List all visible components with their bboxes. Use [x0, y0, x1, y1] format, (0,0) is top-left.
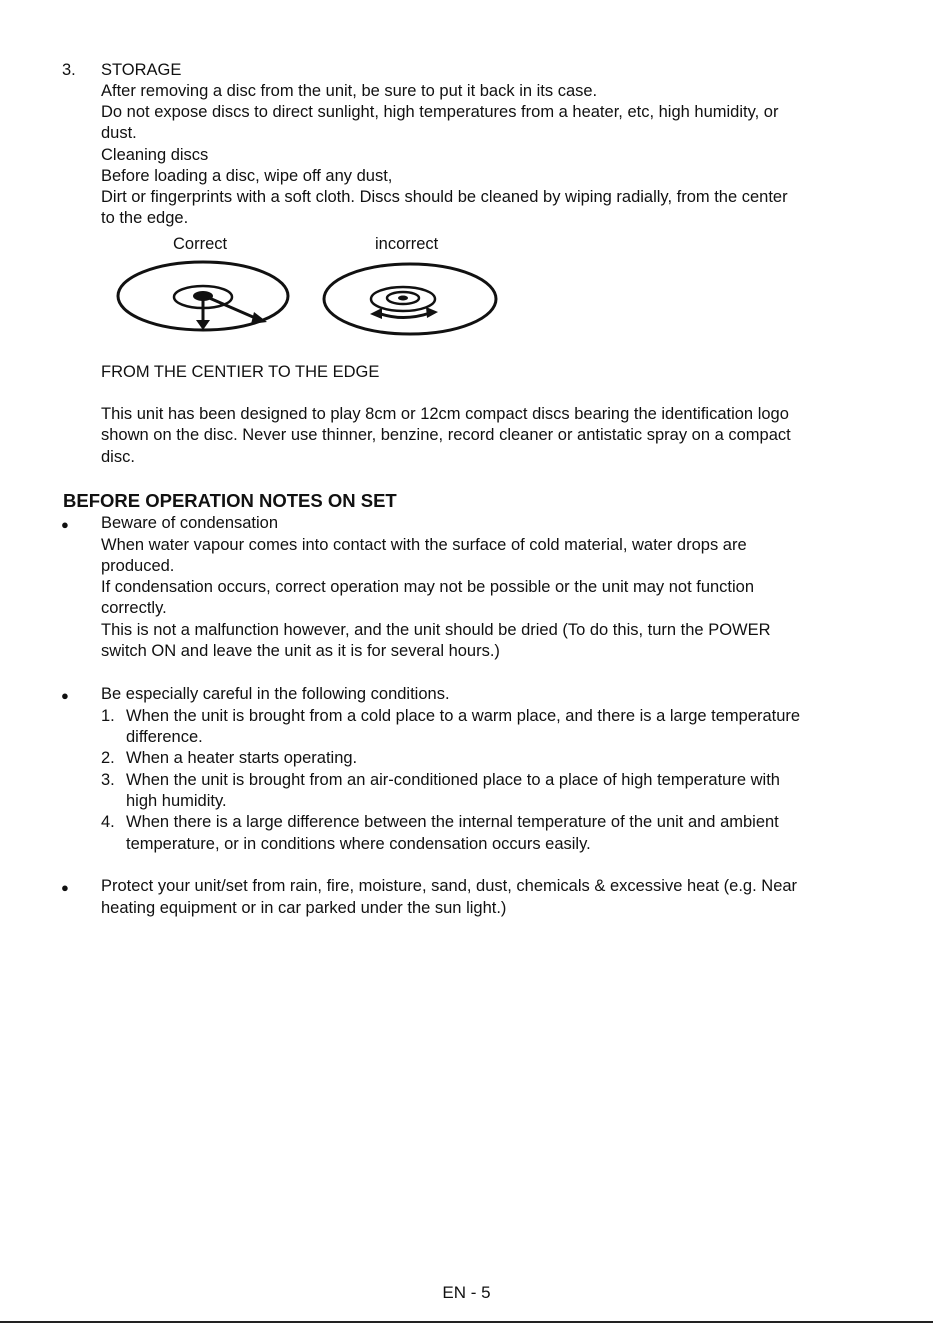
page-number: EN - 5: [442, 1283, 491, 1302]
condensation-line: If condensation occurs, correct operation may not be possible or the unit may not function: [101, 578, 755, 596]
bullet-icon: ●: [61, 517, 69, 532]
condition-number: 3.: [101, 771, 115, 789]
disc-info-line: disc.: [101, 448, 135, 466]
storage-line: to the edge.: [101, 209, 189, 227]
disc-info-line: This unit has been designed to play 8cm or 12cm compact discs bearing the identification logo: [101, 405, 789, 423]
disc-info-line: shown on the disc. Never use thinner, benzine, record cleaner or antistatic spray on a compact: [101, 426, 791, 444]
correct-disc-illustration: [112, 258, 294, 340]
condition-line: When the unit is brought from an air-conditioned place to a place of high temperature with: [126, 771, 780, 789]
condition-number: 2.: [101, 749, 115, 767]
condition-line: When the unit is brought from a cold place to a warm place, and there is a large temperature: [126, 707, 801, 725]
storage-line: dust.: [101, 124, 137, 142]
protect-line: Protect your unit/set from rain, fire, moisture, sand, dust, chemicals & excessive heat (e.g. Near: [101, 877, 798, 895]
bullet-icon: ●: [61, 688, 69, 703]
condition-line: difference.: [126, 728, 203, 746]
condensation-line: When water vapour comes into contact with the surface of cold material, water drops are: [101, 536, 747, 554]
condition-number: 1.: [101, 707, 115, 725]
condition-line: When a heater starts operating.: [126, 749, 358, 767]
condensation-line: correctly.: [101, 599, 167, 617]
storage-line: After removing a disc from the unit, be sure to put it back in its case.: [101, 82, 598, 100]
incorrect-label: incorrect: [375, 235, 439, 253]
condensation-line: Beware of condensation: [101, 514, 279, 532]
section-number: 3.: [62, 61, 76, 79]
incorrect-disc-illustration: [320, 258, 502, 340]
bottom-rule: [0, 1321, 933, 1323]
storage-line: Cleaning discs: [101, 146, 209, 164]
condition-line: high humidity.: [126, 792, 227, 810]
condition-line: temperature, or in conditions where condensation occurs easily.: [126, 835, 591, 853]
section-title: STORAGE: [101, 61, 182, 79]
bullet-icon: ●: [61, 880, 69, 895]
storage-line: Do not expose discs to direct sunlight, high temperatures from a heater, etc, high humidity, or: [101, 103, 779, 121]
condensation-line: produced.: [101, 557, 175, 575]
section-heading: BEFORE OPERATION NOTES ON SET: [63, 490, 397, 511]
correct-label: Correct: [173, 235, 228, 253]
protect-line: heating equipment or in car parked under the sun light.): [101, 899, 507, 917]
condition-line: When there is a large difference between the internal temperature of the unit and ambient: [126, 813, 779, 831]
condition-number: 4.: [101, 813, 115, 831]
careful-title: Be especially careful in the following conditions.: [101, 685, 450, 703]
condensation-line: switch ON and leave the unit as it is for several hours.): [101, 642, 500, 660]
storage-line: Before loading a disc, wipe off any dust,: [101, 167, 393, 185]
storage-line: Dirt or fingerprints with a soft cloth. Discs should be cleaned by wiping radially, from the center: [101, 188, 788, 206]
figure-caption: FROM THE CENTIER TO THE EDGE: [101, 363, 380, 381]
condensation-line: This is not a malfunction however, and the unit should be dried (To do this, turn the POWER: [101, 621, 771, 639]
